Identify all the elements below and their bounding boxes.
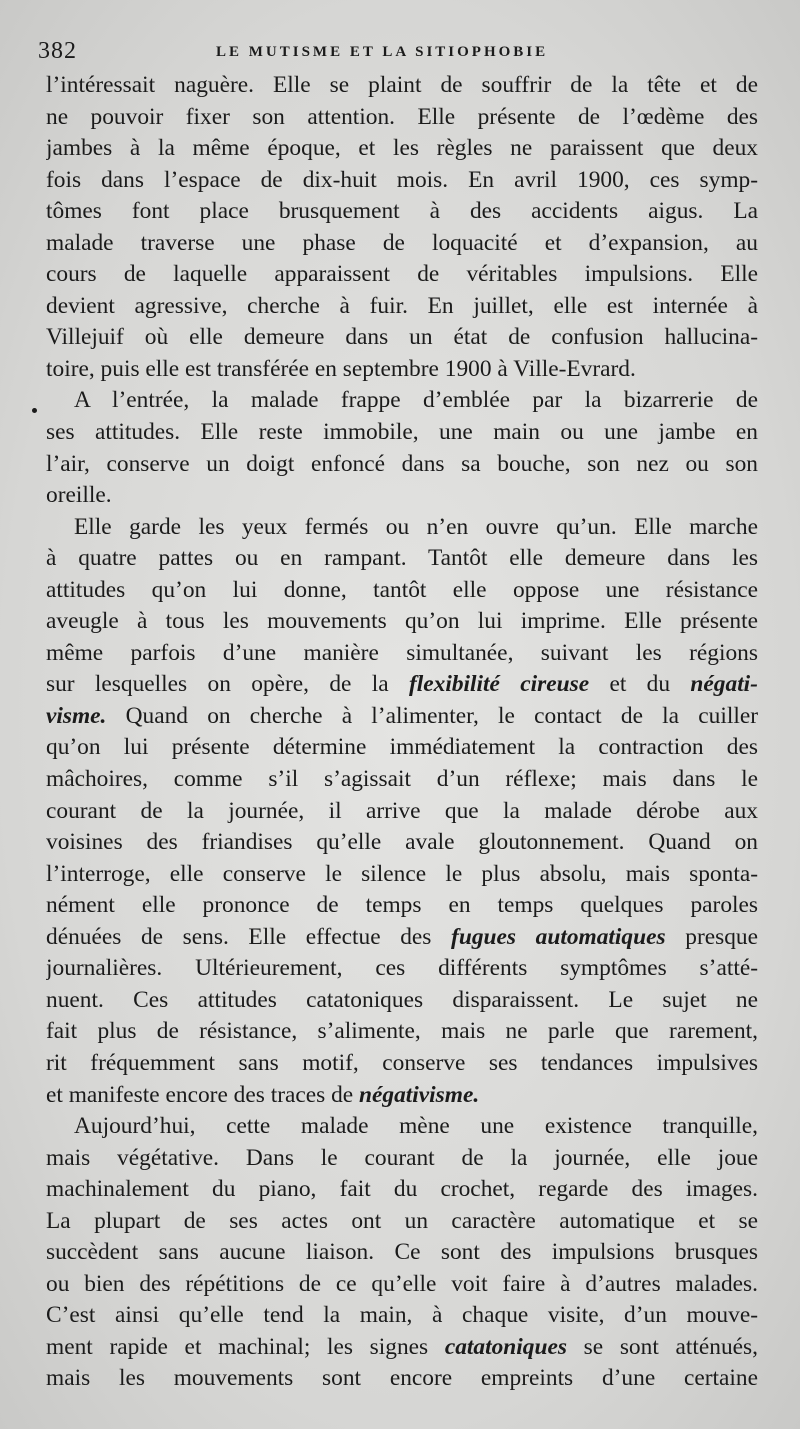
emphasized-term: fugues automatiques [451, 923, 666, 950]
text-line: Aujourd’hui, cette malade mène une existence tranquille, [74, 1113, 758, 1140]
text-line: ou bien des répétitions de ce qu’elle voit faire à d’autres malades. [46, 1270, 758, 1297]
text-line: qu’on lui présente détermine immédiatement la contraction des [46, 734, 758, 761]
text-line: sur lesquelles on opère, de la flexibilité cireuse et du négati- [46, 671, 758, 698]
text-line: mâchoires, comme s’il s’agissait d’un réflexe; mais dans le [46, 766, 758, 793]
text-line: l’interroge, elle conserve le silence le plus absolu, mais sponta- [46, 860, 758, 887]
text-line: voisines des friandises qu’elle avale gloutonnement. Quand on [46, 829, 758, 856]
text-line: fois dans l’espace de dix-huit mois. En avril 1900, ces symp- [46, 166, 758, 193]
body-text [46, 70, 758, 1395]
text-line: machinalement du piano, fait du crochet, regarde des images. [46, 1176, 758, 1203]
text-line: nuent. Ces attitudes catatoniques disparaissent. Le sujet ne [46, 986, 758, 1013]
text-line: ne pouvoir fixer son attention. Elle présente de l’œdème des [46, 103, 758, 130]
text-line: courant de la journée, il arrive que la malade dérobe aux [46, 797, 758, 824]
text-line: l’intéressait naguère. Elle se plaint de souffrir de la tête et de [46, 72, 758, 98]
text-line: attitudes qu’on lui donne, tantôt elle oppose une résistance [46, 576, 758, 603]
text-line: Villejuif où elle demeure dans un état de confusion hallucina- [46, 324, 758, 351]
text-line: cours de laquelle apparaissent de véritables impulsions. Elle [46, 261, 758, 288]
text-line: journalières. Ultérieurement, ces différents symptômes s’atté- [46, 955, 758, 982]
emphasized-term: visme. [46, 702, 107, 729]
text-line: succèdent sans aucune liaison. Ce sont des impulsions brusques [46, 1239, 758, 1266]
emphasized-term: négativisme. [359, 1081, 480, 1108]
text-line: ses attitudes. Elle reste immobile, une main ou une jambe en [46, 419, 758, 446]
text-line: toire, puis elle est transférée en septembre 1900 à Ville-Evrard. [46, 355, 636, 382]
paragraph [46, 70, 758, 385]
text-line: même parfois d’une manière simultanée, suivant les régions [46, 639, 758, 666]
page-number: 382 [38, 38, 77, 64]
text-line: La plupart de ses actes ont un caractère automatique et se [46, 1207, 758, 1234]
paragraph [46, 512, 758, 1111]
paragraph [46, 385, 758, 511]
emphasized-term: catatoniques [444, 1333, 567, 1360]
text-line: rit fréquemment sans motif, conserve ses tendances impulsives [46, 1049, 758, 1076]
text-line: nément elle prononce de temps en temps quelques paroles [46, 892, 758, 919]
paragraph [46, 1111, 758, 1395]
text-line: A l’entrée, la malade frappe d’emblée par la bizarrerie de [74, 387, 758, 414]
text-line: devient agressive, cherche à fuir. En juillet, elle est internée à [46, 292, 758, 319]
text-line: jambes à la même époque, et les règles ne paraissent que deux [46, 135, 758, 162]
text-line: oreille. [46, 482, 112, 509]
text-line: à quatre pattes ou en rampant. Tantôt elle demeure dans les [46, 545, 758, 572]
text-line: l’air, conserve un doigt enfoncé dans sa bouche, son nez ou son [46, 450, 758, 477]
text-line: Elle garde les yeux fermés ou n’en ouvre qu’un. Elle marche [74, 513, 758, 540]
text-line: aveugle à tous les mouvements qu’on lui imprime. Elle présente [46, 608, 758, 635]
running-title: LE MUTISME ET LA SITIOPHOBIE [216, 44, 549, 60]
emphasized-term: négati- [690, 671, 758, 698]
text-line: ment rapide et machinal; les signes catatoniques se sont atténués, [46, 1333, 758, 1360]
page-header [38, 32, 758, 64]
emphasized-term: flexibilité cireuse [408, 671, 590, 698]
text-line: C’est ainsi qu’elle tend la main, à chaque visite, d’un mouve- [46, 1302, 758, 1329]
text-line: et manifeste encore des traces de négativisme. [46, 1081, 480, 1108]
text-line: fait plus de résistance, s’alimente, mais ne parle que rarement, [46, 1018, 758, 1045]
text-line: tômes font place brusquement à des accidents aigus. La [46, 198, 758, 225]
margin-dot-mark [32, 408, 37, 413]
text-line: visme. Quand on cherche à l’alimenter, le contact de la cuiller [46, 702, 758, 729]
text-line: malade traverse une phase de loquacité et d’expansion, au [46, 229, 758, 256]
text-line: dénuées de sens. Elle effectue des fugues automatiques presque [46, 923, 758, 950]
text-line: mais végétative. Dans le courant de la journée, elle joue [46, 1144, 758, 1171]
text-line: mais les mouvements sont encore empreints d’une certaine [46, 1365, 758, 1392]
